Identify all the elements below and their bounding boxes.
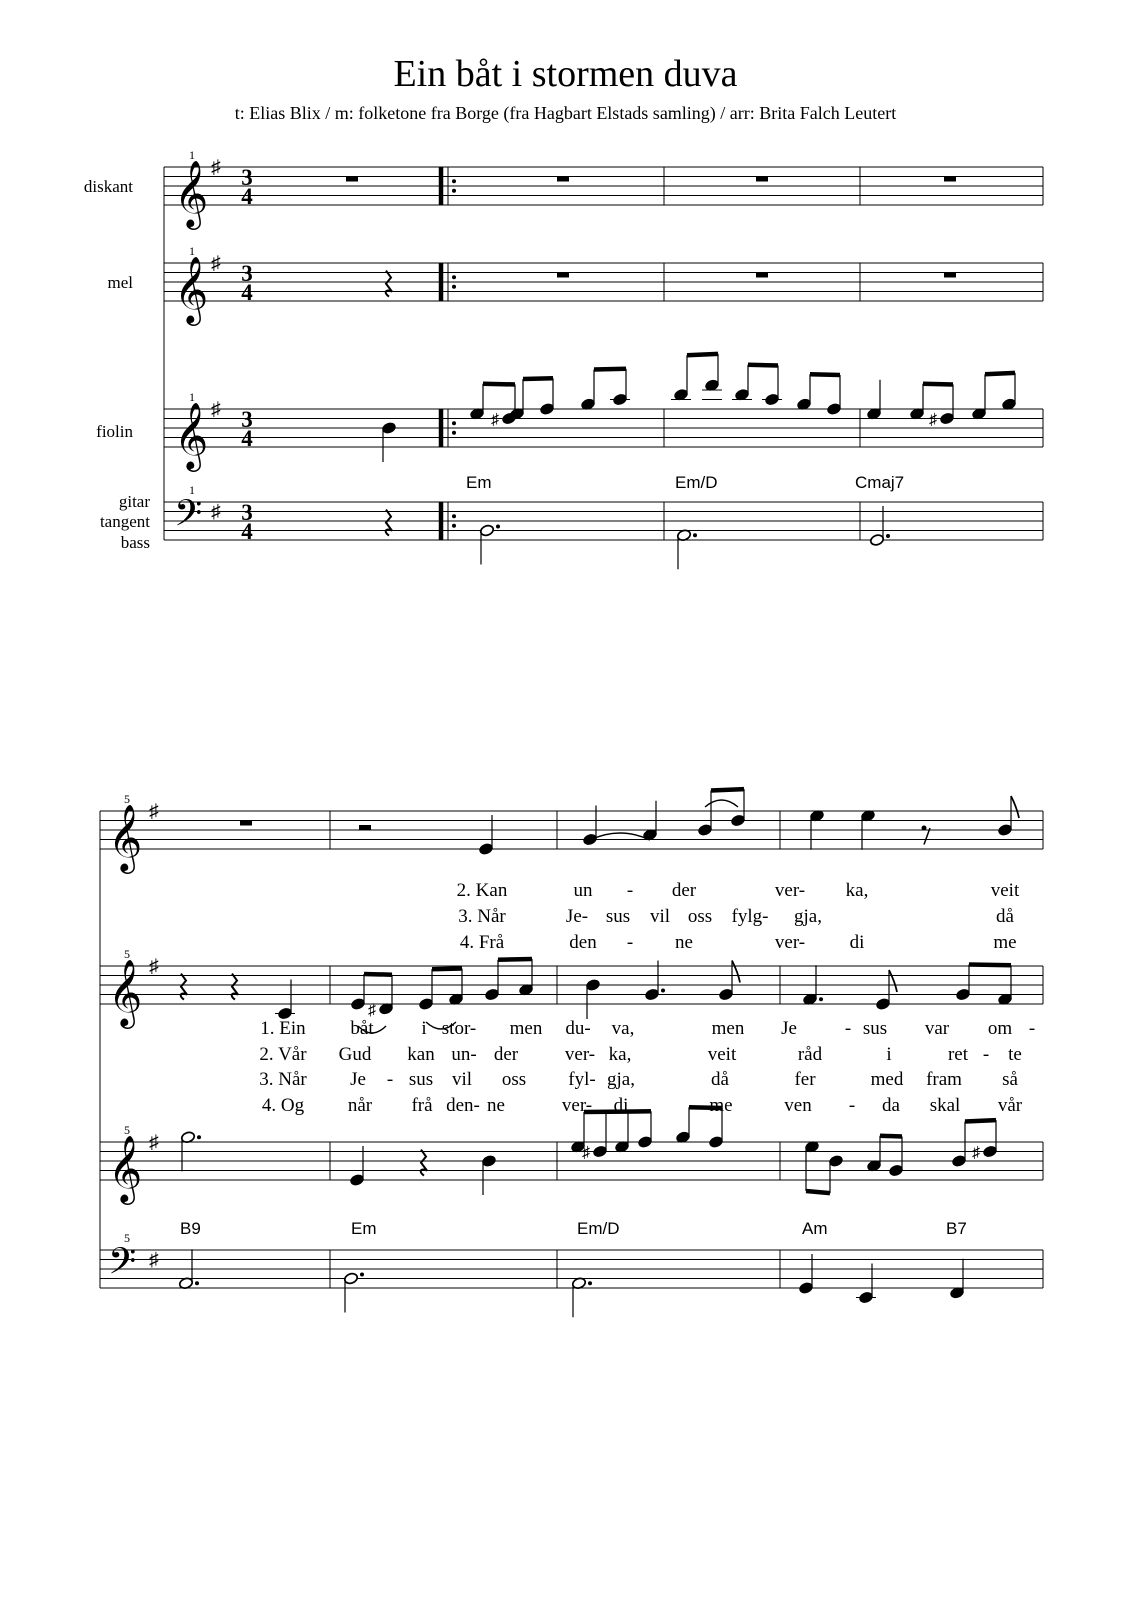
lyric-syllable: ka, xyxy=(845,880,869,901)
dot xyxy=(886,534,890,538)
half-rest xyxy=(359,825,371,830)
lyric-syllable: råd xyxy=(797,1044,823,1065)
note-head xyxy=(592,1145,607,1158)
treble-clef-icon: 𝄞 xyxy=(174,161,209,226)
lyric-syllable: du- xyxy=(565,1018,591,1039)
accidental-sharp-icon: ♯ xyxy=(491,411,499,429)
treble-clef-icon: 𝄞 xyxy=(174,403,209,468)
instrument-label-gitar: gitar xyxy=(118,492,150,511)
repeat-dot xyxy=(452,514,456,518)
key-sharp-icon: ♯ xyxy=(149,1132,159,1153)
measure-number: 1 xyxy=(189,244,195,258)
lyric-syllable: ka, xyxy=(608,1044,632,1065)
note-head xyxy=(481,1154,496,1167)
lyric-syllable: oss xyxy=(501,1069,527,1090)
lyric-syllable: frå xyxy=(411,1095,433,1116)
note-head xyxy=(637,1135,652,1148)
measure-number: 5 xyxy=(124,947,130,961)
note-beam xyxy=(711,789,744,790)
note-head xyxy=(484,988,499,1001)
lyric-syllable: sus xyxy=(862,1018,888,1039)
lyric-syllable: 2. Vår xyxy=(259,1044,307,1065)
dot xyxy=(360,1273,364,1277)
lyric-syllable: veit xyxy=(990,880,1020,901)
time-signature-numerator: 3 xyxy=(241,500,253,525)
note-beam xyxy=(985,373,1015,374)
dot xyxy=(819,997,823,1001)
note-head xyxy=(479,524,494,537)
repeat-dot xyxy=(452,285,456,289)
lyric-syllable: - xyxy=(844,1018,852,1039)
note-beam xyxy=(364,974,392,975)
note-head xyxy=(828,1154,843,1167)
note-beam xyxy=(810,374,840,375)
accidental-sharp-icon: ♯ xyxy=(929,411,937,429)
lyric-syllable: gja, xyxy=(607,1069,635,1090)
accidental-sharp-icon: ♯ xyxy=(368,1001,376,1019)
lyric-syllable: då xyxy=(711,1069,729,1090)
time-signature-numerator: 3 xyxy=(241,261,253,286)
note-beam xyxy=(687,354,718,355)
note-head xyxy=(343,1272,358,1285)
dot xyxy=(496,525,500,529)
lyric-syllable: 3. Når xyxy=(259,1069,307,1090)
quarter-rest xyxy=(232,974,238,1000)
time-signature-numerator: 3 xyxy=(241,407,253,432)
lyric-syllable: skal xyxy=(929,1095,961,1116)
quarter-rest xyxy=(386,510,392,536)
whole-rest xyxy=(346,177,358,182)
repeat-dot xyxy=(452,431,456,435)
note-head xyxy=(697,823,712,836)
note-head xyxy=(612,393,627,406)
note-head xyxy=(478,842,493,855)
measure-number: 1 xyxy=(189,483,195,497)
note-beam xyxy=(923,384,953,385)
dot xyxy=(195,1281,199,1285)
lyric-syllable: un xyxy=(573,880,593,901)
song-credits: t: Elias Blix / m: folketone fra Borge (fra Hagbart Elstads samling) / arr: Brita Falch Leutert xyxy=(234,103,897,123)
note-head xyxy=(708,1135,723,1148)
lyric-syllable: i xyxy=(886,1044,892,1065)
whole-rest xyxy=(756,177,768,182)
lyric-syllable: me xyxy=(709,1095,733,1116)
bass-clef-icon: 𝄢 xyxy=(108,1241,137,1291)
measure-number: 5 xyxy=(124,792,130,806)
lyric-syllable: - xyxy=(1028,1018,1036,1039)
note-beam xyxy=(594,369,626,370)
accidental-sharp-icon: ♯ xyxy=(972,1144,980,1162)
lyric-syllable: - xyxy=(848,1095,856,1116)
lyric-syllable: vår xyxy=(997,1095,1023,1116)
whole-rest xyxy=(944,273,956,278)
chord-symbol: Em xyxy=(466,473,492,492)
lyric-syllable: ven xyxy=(784,1095,812,1116)
whole-rest xyxy=(557,177,569,182)
lyric-syllable: då xyxy=(996,906,1014,927)
lyric-syllable: sus xyxy=(605,906,631,927)
lyric-syllable: der xyxy=(493,1044,519,1065)
lyric-syllable: stor- xyxy=(441,1018,477,1039)
quarter-rest xyxy=(421,1150,427,1176)
time-signature-denominator: 4 xyxy=(241,280,253,305)
whole-rest xyxy=(944,177,956,182)
note-head xyxy=(798,1281,813,1294)
quarter-rest xyxy=(386,271,392,297)
lyric-syllable: Je- xyxy=(565,906,589,927)
lyric-syllable: båt xyxy=(350,1018,374,1039)
measure-number: 1 xyxy=(189,390,195,404)
note-head xyxy=(539,402,554,415)
repeat-dot xyxy=(452,179,456,183)
note-beam xyxy=(432,969,462,970)
lyric-syllable: når xyxy=(347,1095,373,1116)
slur xyxy=(590,833,650,840)
note-head xyxy=(350,997,365,1010)
dot xyxy=(693,533,697,537)
quarter-rest xyxy=(181,974,187,1000)
note-head xyxy=(858,1291,873,1304)
instrument-label-mel: mel xyxy=(107,273,133,292)
note-head xyxy=(585,978,600,991)
dot xyxy=(197,1135,201,1139)
lyric-syllable: ne xyxy=(487,1095,505,1116)
lyric-syllable: ver- xyxy=(774,932,806,953)
time-signature-numerator: 3 xyxy=(241,165,253,190)
note-beam xyxy=(483,384,515,385)
note-head xyxy=(644,988,659,1001)
note-beam xyxy=(969,965,1011,966)
chord-symbol: Em/D xyxy=(675,473,718,492)
note-head xyxy=(826,402,841,415)
lyric-syllable: me xyxy=(993,932,1017,953)
key-sharp-icon: ♯ xyxy=(211,501,221,523)
time-signature-denominator: 4 xyxy=(241,184,253,209)
repeat-dot xyxy=(452,275,456,279)
time-signature-denominator: 4 xyxy=(241,519,253,544)
key-sharp-icon: ♯ xyxy=(211,157,221,178)
chord-symbol: Em/D xyxy=(577,1219,620,1238)
lyric-syllable: 2. Kan xyxy=(456,880,508,901)
lyric-syllable: Gud xyxy=(338,1044,372,1065)
repeat-dot xyxy=(452,189,456,193)
treble-clef-icon: 𝄞 xyxy=(174,257,209,322)
note-head xyxy=(764,393,779,406)
key-sharp-icon: ♯ xyxy=(149,1249,159,1271)
lyric-syllable: i xyxy=(421,1018,427,1039)
lyric-syllable: gja, xyxy=(794,906,822,927)
lyric-syllable: den xyxy=(569,932,597,953)
whole-rest xyxy=(240,821,252,826)
lyric-syllable: fyl- xyxy=(568,1069,596,1090)
lyric-syllable: der xyxy=(671,880,697,901)
repeat-dot xyxy=(452,524,456,528)
instrument-label-diskant: diskant xyxy=(83,177,133,196)
key-sharp-icon: ♯ xyxy=(149,801,159,822)
lyric-syllable: fram xyxy=(926,1069,962,1090)
lyric-syllable: veit xyxy=(707,1044,737,1065)
eighth-rest xyxy=(922,826,927,831)
lyric-syllable: ver- xyxy=(774,880,806,901)
dot xyxy=(661,989,665,993)
instrument-label-fiolin: fiolin xyxy=(96,422,133,441)
repeat-dot xyxy=(452,421,456,425)
note-head xyxy=(875,997,890,1010)
chord-symbol: B7 xyxy=(946,1219,967,1238)
lyric-syllable: men xyxy=(711,1018,745,1039)
instrument-label-tangent: tangent xyxy=(99,512,150,531)
lyric-syllable: vil xyxy=(451,1069,473,1090)
lyric-syllable: 1. Ein xyxy=(260,1018,306,1039)
lyric-syllable: ne xyxy=(675,932,693,953)
lyric-syllable: 3. Når xyxy=(458,906,506,927)
lyric-syllable: så xyxy=(1002,1069,1018,1090)
lyric-syllable: ret xyxy=(947,1044,969,1065)
note-head xyxy=(381,421,396,434)
treble-clef-icon: 𝄞 xyxy=(108,1136,143,1201)
note-head xyxy=(718,988,733,1001)
note-head xyxy=(982,1145,997,1158)
note-head xyxy=(730,814,745,827)
note-beam xyxy=(965,1120,996,1121)
key-sharp-icon: ♯ xyxy=(211,399,221,420)
note-flag xyxy=(889,970,897,992)
note-head xyxy=(418,997,433,1010)
note-flag xyxy=(1011,796,1019,818)
note-beam xyxy=(523,378,553,379)
lyric-syllable: sus xyxy=(408,1069,434,1090)
note-head xyxy=(869,533,884,546)
lyric-syllable: 4. Og xyxy=(261,1095,305,1116)
note-beam xyxy=(806,1191,830,1193)
note-head xyxy=(997,823,1012,836)
lyric-syllable: di xyxy=(849,932,865,953)
lyric-syllable: va, xyxy=(611,1018,635,1039)
chord-symbol: Am xyxy=(802,1219,828,1238)
treble-clef-icon: 𝄞 xyxy=(108,960,143,1025)
key-sharp-icon: ♯ xyxy=(211,253,221,274)
lyric-syllable: da xyxy=(882,1095,900,1116)
note-head xyxy=(349,1173,364,1186)
lyric-syllable: var xyxy=(924,1018,950,1039)
lyric-syllable: 4. Frå xyxy=(459,932,505,953)
note-flag xyxy=(732,961,740,983)
lyric-syllable: kan xyxy=(407,1044,435,1065)
lyric-syllable: oss xyxy=(687,906,713,927)
note-beam xyxy=(880,1136,902,1137)
measure-number: 5 xyxy=(124,1123,130,1137)
time-signature-denominator: 4 xyxy=(241,426,253,451)
lyric-syllable: med xyxy=(870,1069,904,1090)
song-title: Ein båt i stormen duva xyxy=(393,53,738,95)
lyric-syllable: te xyxy=(1008,1044,1022,1065)
lyric-syllable: - xyxy=(386,1069,394,1090)
treble-clef-icon: 𝄞 xyxy=(108,805,143,870)
accidental-sharp-icon: ♯ xyxy=(582,1144,590,1162)
lyric-syllable: vil xyxy=(649,906,671,927)
lyric-syllable: di xyxy=(613,1095,629,1116)
lyric-syllable: Je xyxy=(350,1069,366,1090)
lyric-syllable: ver- xyxy=(564,1044,596,1065)
lyric-syllable: - xyxy=(982,1044,990,1065)
instrument-label-bass: bass xyxy=(120,533,150,552)
lyric-syllable: - xyxy=(626,932,634,953)
lyric-syllable: om xyxy=(987,1018,1013,1039)
chord-symbol: Em xyxy=(351,1219,377,1238)
lyric-syllable: - xyxy=(626,880,634,901)
note-beam xyxy=(498,959,532,960)
chord-symbol: Cmaj7 xyxy=(855,473,905,492)
whole-rest xyxy=(756,273,768,278)
lyric-syllable: den- xyxy=(446,1095,480,1116)
chord-symbol: B9 xyxy=(180,1219,201,1238)
note-head xyxy=(951,1154,966,1167)
lyric-syllable: Je xyxy=(781,1018,797,1039)
bass-clef-icon: 𝄢 xyxy=(174,493,203,543)
note-head xyxy=(888,1164,903,1177)
lyric-syllable: fer xyxy=(794,1069,816,1090)
dot xyxy=(588,1281,592,1285)
lyric-syllable: fylg- xyxy=(731,906,769,927)
lyric-syllable: ver- xyxy=(561,1095,593,1116)
note-head xyxy=(939,412,954,425)
note-beam xyxy=(748,365,778,366)
whole-rest xyxy=(557,273,569,278)
measure-number: 1 xyxy=(189,148,195,162)
lyric-syllable: un- xyxy=(451,1044,477,1065)
note-head xyxy=(955,988,970,1001)
lyric-syllable: men xyxy=(509,1018,543,1039)
measure-number: 5 xyxy=(124,1231,130,1245)
slur xyxy=(705,800,738,807)
key-sharp-icon: ♯ xyxy=(149,956,159,977)
